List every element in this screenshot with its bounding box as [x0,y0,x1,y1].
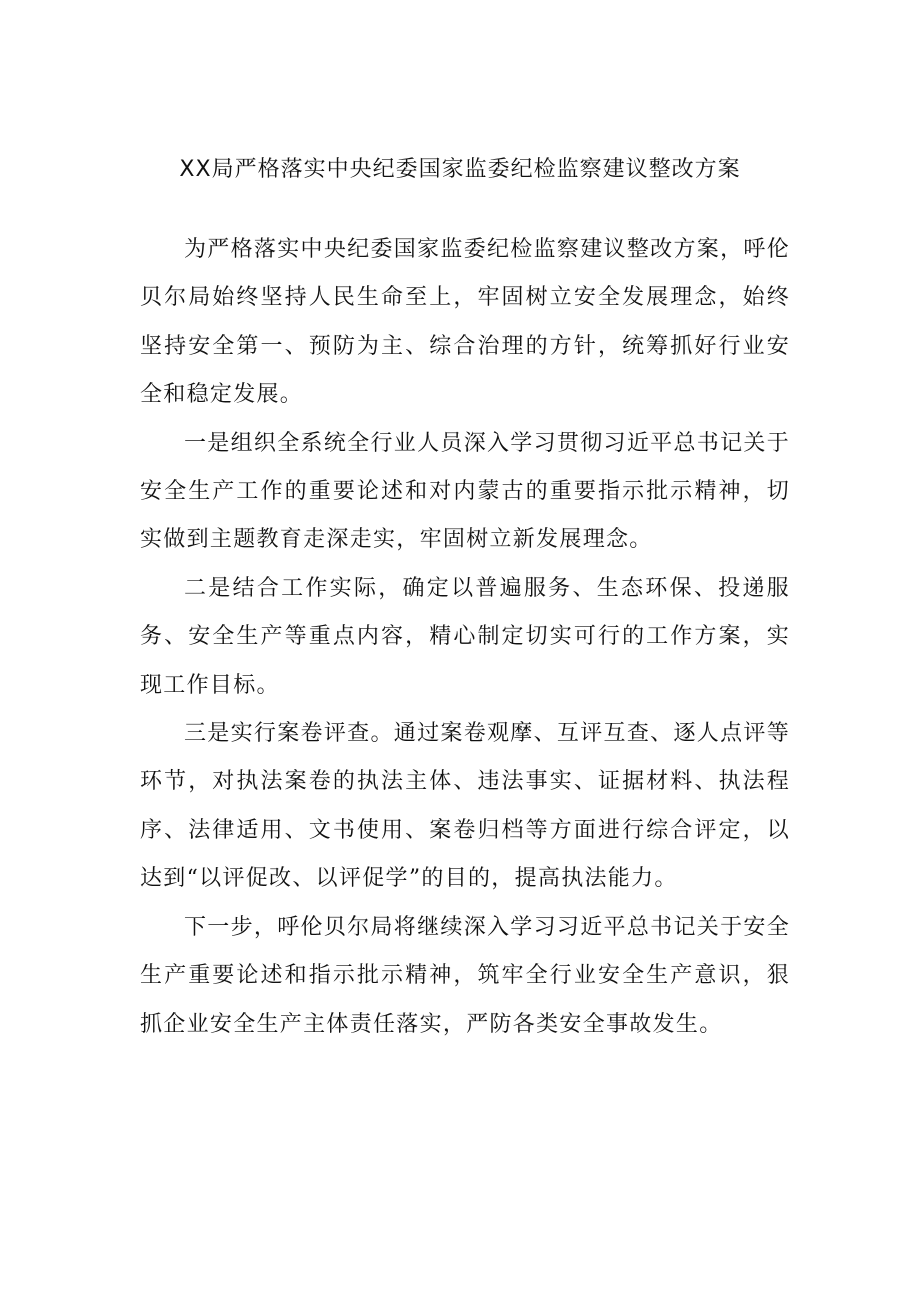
paragraph-item-3: 三是实行案卷评查。通过案卷观摩、互评互查、逐人点评等环节，对执法案卷的执法主体、违法事实、证据材料、执法程序、法律适用、文书使用、案卷归档等方面进行综合评定，以达到“以评促改、以评促学”的目的，提高执法能力。 [140,721,790,892]
paragraph-item-2: 二是结合工作实际，确定以普遍服务、生态环保、投递服务、安全生产等重点内容，精心制定切实可行的工作方案，实现工作目标。 [140,575,790,698]
paragraph-item-1: 一是组织全系统全行业人员深入学习贯彻习近平总书记关于安全生产工作的重要论述和对内蒙古的重要指示批示精神，切实做到主题教育走深走实，牢固树立新发展理念。 [140,430,790,553]
document-title: XX局严格落实中央纪委国家监委纪检监察建议整改方案 [179,157,741,182]
paragraph-intro: 为严格落实中央纪委国家监委纪检监察建议整改方案，呼伦贝尔局始终坚持人民生命至上，牢固树立安全发展理念，始终坚持安全第一、预防为主、综合治理的方针，统筹抓好行业安全和稳定发展。 [140,237,790,408]
paragraph-next-step: 下一步，呼伦贝尔局将继续深入学习习近平总书记关于安全生产重要论述和指示批示精神，筑牢全行业安全生产意识，狠抓企业安全生产主体责任落实，严防各类安全事故发生。 [140,914,790,1037]
document-body [140,226,790,1049]
